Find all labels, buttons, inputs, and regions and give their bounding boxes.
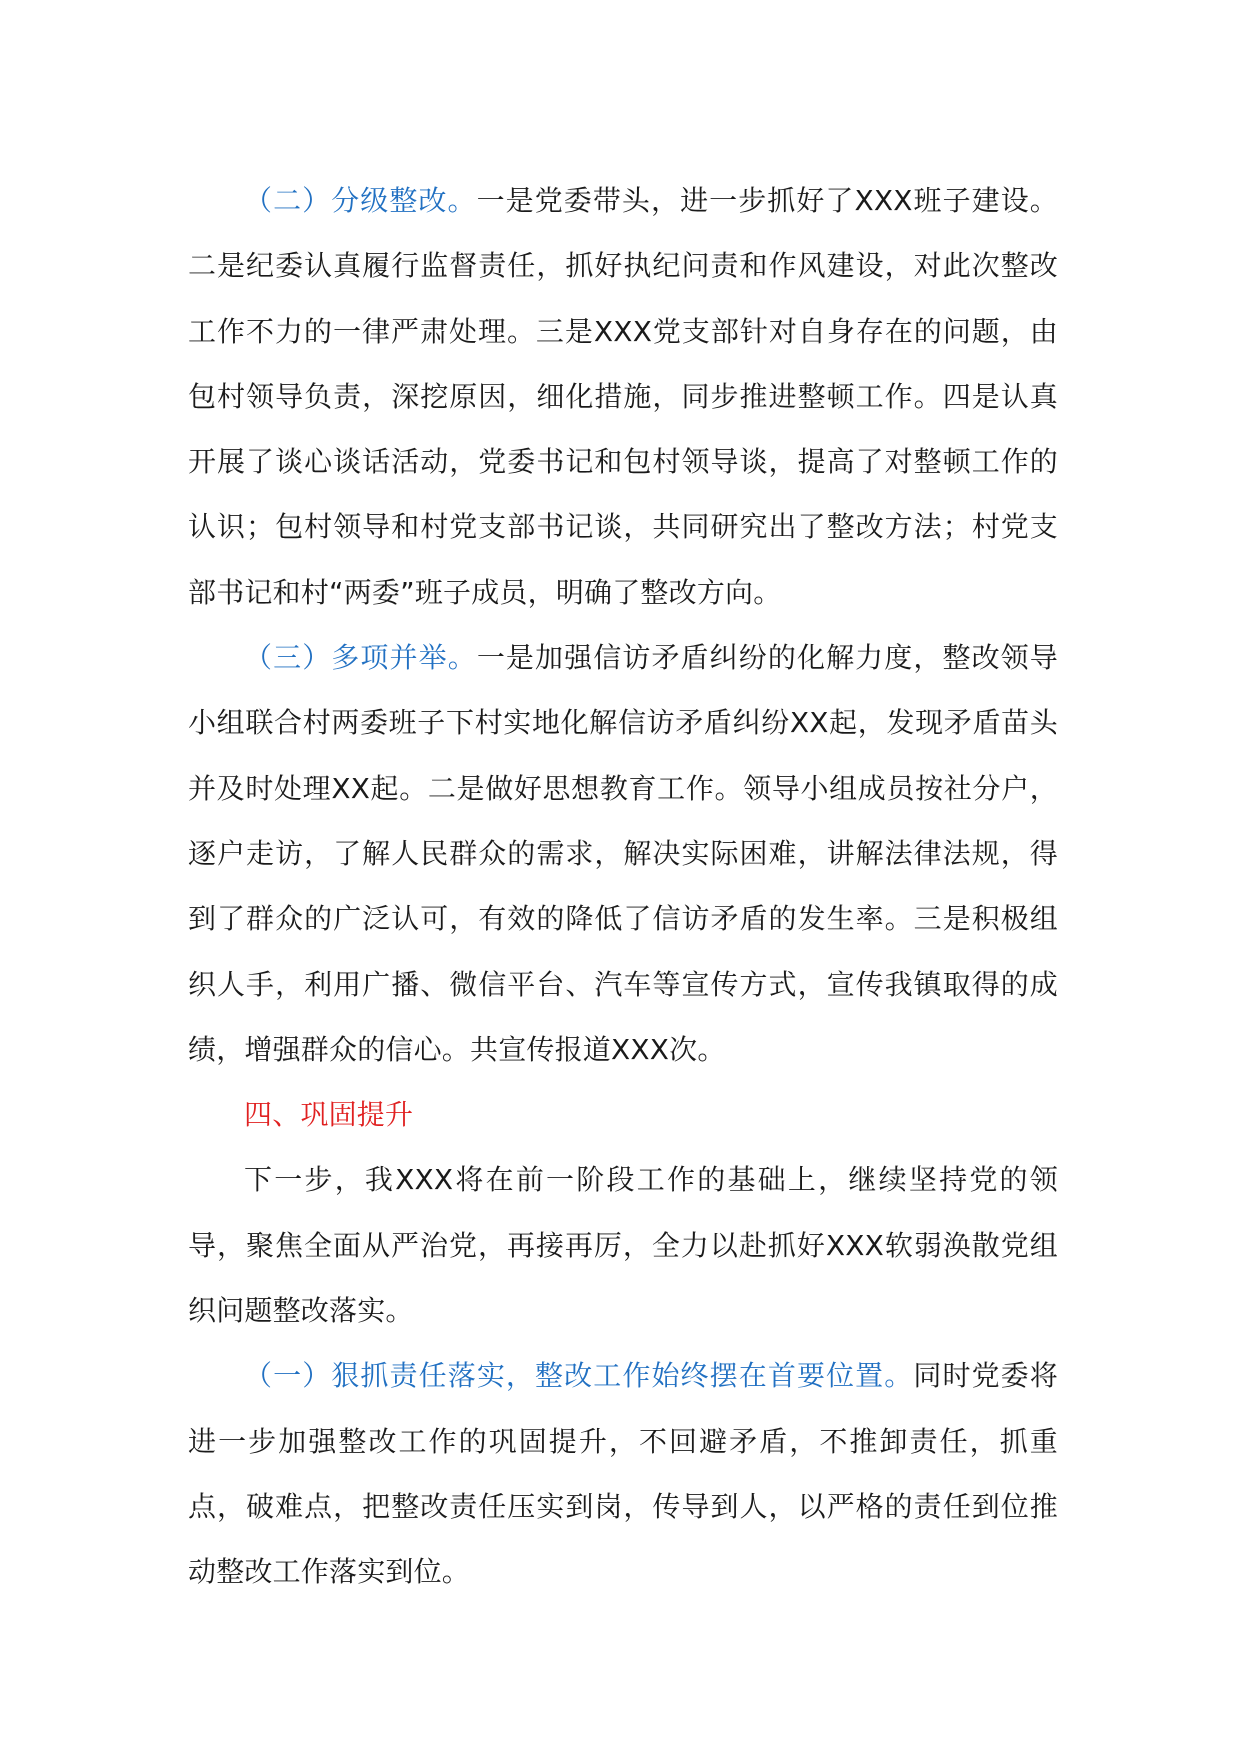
paragraph-multiple-measures bbox=[188, 625, 1058, 1082]
section-heading-multiple-measures: （三）多项并举。 bbox=[244, 641, 477, 675]
paragraph-responsibility bbox=[188, 1343, 1058, 1604]
heading-text: 四、巩固提升 bbox=[244, 1098, 414, 1132]
paragraph-graded-rectification bbox=[188, 168, 1058, 625]
paragraph-body: 下一步，我XXX将在前一阶段工作的基础上，继续坚持党的领导，聚焦全面从严治党，再接再厉，全力以赴抓好XXX软弱涣散党组织问题整改落实。 bbox=[188, 1163, 1058, 1328]
paragraph-body: 一是加强信访矛盾纠纷的化解力度，整改领导小组联合村两委班子下村实地化解信访矛盾纠纷XX起，发现矛盾苗头并及时处理XX起。二是做好思想教育工作。领导小组成员按社分户，逐户走访，了解人民群众的需求，解决实际困难，讲解法律法规，得到了群众的广泛认可，有效的降低了信访矛盾的发生率。三是积极组织人手，利用广播、微信平台、汽车等宣传方式，宣传我镇取得的成绩，增强群众的信心。共宣传报道XXX次。 bbox=[188, 641, 1058, 1066]
paragraph-next-step bbox=[188, 1147, 1058, 1343]
section-heading-graded-rectification: （二）分级整改。 bbox=[244, 184, 477, 217]
paragraph-body: 同时党委将进一步加强整改工作的巩固提升，不回避矛盾，不推卸责任，抓重点，破难点，把整改责任压实到岗，传导到人，以严格的责任到位推动整改工作落实到位。 bbox=[188, 1359, 1058, 1589]
section-heading-responsibility: （一）狠抓责任落实，整改工作始终摆在首要位置。 bbox=[244, 1359, 914, 1393]
paragraph-body: 一是党委带头，进一步抓好了XXX班子建设。二是纪委认真履行监督责任，抓好执纪问责和作风建设，对此次整改工作不力的一律严肃处理。三是XXX党支部针对自身存在的问题，由包村领导负责，深挖原因，细化措施，同步推进整顿工作。四是认真开展了谈心谈话活动，党委书记和包村领导谈，提高了对整顿工作的认识；包村领导和村党支部书记谈，共同研究出了整改方法；村党支部书记和村“两委”班子成员，明确了整改方向。 bbox=[188, 184, 1058, 609]
section-heading-consolidate bbox=[188, 1082, 1058, 1147]
document-page bbox=[188, 168, 1058, 1605]
